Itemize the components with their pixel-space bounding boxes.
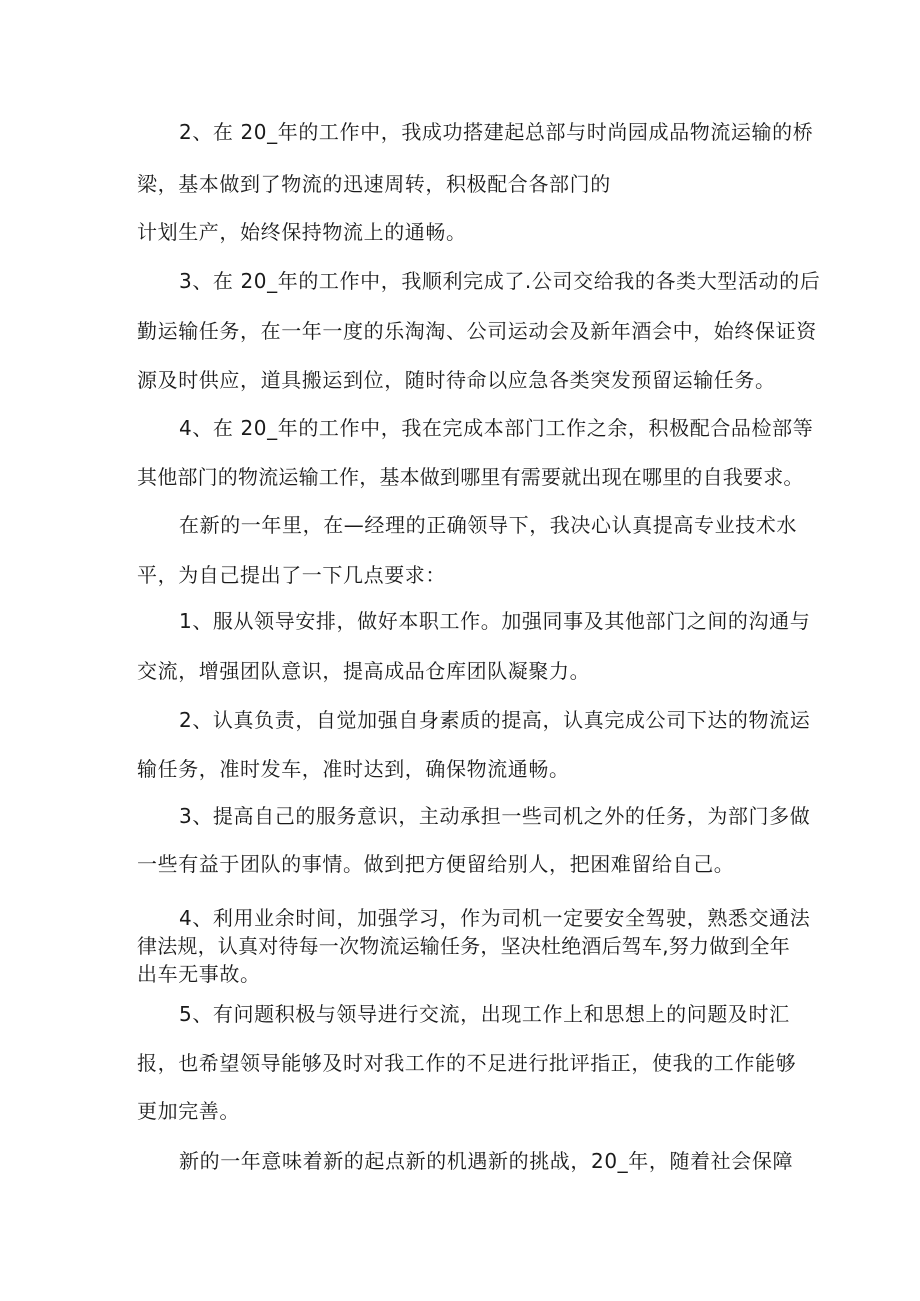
requirement-5-line-3: 更加完善。 — [137, 1099, 240, 1123]
requirement-2-line-2: 输任务，准时发车，准时达到，确保物流通畅。 — [137, 757, 570, 781]
paragraph-3-line-1: 3、在 20_年的工作中，我顺利完成了.公司交给我的各类大型活动的后 — [179, 269, 821, 293]
requirement-2-line-1: 2、认真负责，自觉加强自身素质的提高，认真完成公司下达的物流运 — [179, 708, 811, 732]
requirement-4-line-3: 出车无事故。 — [137, 962, 261, 986]
paragraph-2-line-1: 2、在 20_年的工作中，我成功搭建起总部与时尚园成品物流运输的桥 — [179, 120, 814, 144]
intro-line-1: 在新的一年里，在—经理的正确领导下，我决心认真提高专业技术水 — [179, 513, 797, 537]
closing-line-1: 新的一年意味着新的起点新的机遇新的挑战，20_年，随着社会保障 — [179, 1149, 794, 1173]
requirement-5-line-1: 5、有问题积极与领导进行交流，出现工作上和思想上的问题及时汇 — [179, 1002, 790, 1026]
requirement-5-line-2: 报，也希望领导能够及时对我工作的不足进行批评指正，使我的工作能够 — [137, 1051, 797, 1075]
requirement-1-line-1: 1、服从领导安排，做好本职工作。加强同事及其他部门之间的沟通与 — [179, 609, 811, 633]
paragraph-3-line-3: 源及时供应，道具搬运到位，随时待命以应急各类突发预留运输任务。 — [137, 368, 776, 392]
paragraph-2-line-3: 计划生产，始终保持物流上的通畅。 — [137, 220, 467, 244]
requirement-3-line-1: 3、提高自己的服务意识，主动承担一些司机之外的任务，为部门多做 — [179, 804, 811, 828]
requirement-4-line-1: 4、利用业余时间，加强学习，作为司机一定要安全驾驶，熟悉交通法 — [179, 906, 811, 930]
paragraph-3-line-2: 勤运输任务，在一年一度的乐淘淘、公司运动会及新年酒会中，始终保证资 — [137, 319, 817, 343]
requirement-3-line-2: 一些有益于团队的事情。做到把方便留给别人，把困难留给自己。 — [137, 852, 735, 876]
paragraph-4-line-1: 4、在 20_年的工作中，我在完成本部门工作之余，积极配合品检部等 — [179, 416, 814, 440]
paragraph-2-line-2: 梁，基本做到了物流的迅速周转，积极配合各部门的 — [137, 172, 611, 196]
intro-line-2: 平，为自己提出了一下几点要求： — [137, 563, 446, 587]
requirement-4-line-2: 律法规，认真对待每一次物流运输任务，坚决杜绝酒后驾车,努力做到全年 — [137, 934, 790, 958]
requirement-1-line-2: 交流，增强团队意识，提高成品仓库团队凝聚力。 — [137, 659, 591, 683]
paragraph-4-line-2: 其他部门的物流运输工作，基本做到哪里有需要就出现在哪里的自我要求。 — [137, 465, 804, 489]
